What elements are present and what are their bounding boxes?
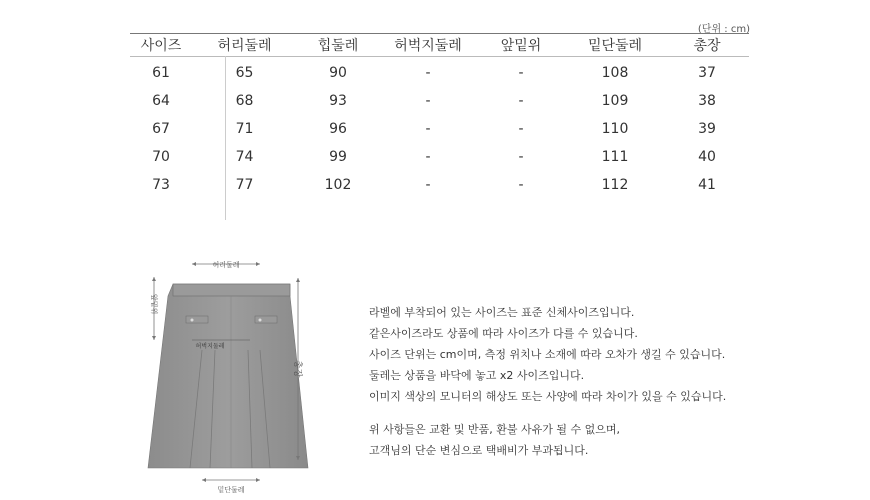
note-line: 사이즈 단위는 cm이며, 측정 위치나 소재에 따라 오차가 생길 수 있습니다. [369, 348, 726, 361]
skirt-waistband [173, 284, 290, 296]
table-cell: 61 [152, 65, 170, 81]
note-line: 둘레는 상품을 바닥에 놓고 x2 사이즈입니다. [369, 369, 585, 382]
size-notes [369, 302, 726, 461]
table-cell: 96 [329, 121, 347, 137]
waist-label: 허리둘레 [212, 261, 240, 269]
table-cell: 90 [329, 65, 347, 81]
table-cell: 38 [698, 93, 716, 109]
table-row [130, 87, 749, 115]
table-row [130, 57, 749, 88]
header-thigh: 허벅지둘레 [379, 34, 477, 57]
table-cell: - [518, 149, 524, 165]
table-cell: 71 [235, 121, 254, 137]
hem-label: 밑단둘레 [217, 486, 245, 494]
note-line: 위 사항들은 교환 및 반품, 환불 사유가 될 수 없으며, [369, 423, 620, 436]
table-cell: 73 [152, 177, 170, 193]
table-row [130, 171, 749, 199]
header-front-rise: 앞밑위 [477, 34, 565, 57]
table-header-row [130, 34, 749, 57]
table-cell: 70 [152, 149, 170, 165]
table-cell: - [518, 93, 524, 109]
table-cell: 111 [601, 149, 629, 165]
table-cell: 77 [235, 177, 254, 193]
length-label: 총장 [292, 360, 302, 378]
header-hem: 밑단둘레 [565, 34, 665, 57]
table-cell: - [425, 149, 431, 165]
header-size: 사이즈 [130, 34, 192, 57]
table-cell: - [518, 177, 524, 193]
table-cell: 93 [329, 93, 347, 109]
table-cell: - [425, 121, 431, 137]
table-cell: 99 [329, 149, 347, 165]
table-cell: 102 [324, 177, 352, 193]
table-cell: 108 [601, 65, 629, 81]
skirt-illustration [140, 250, 320, 495]
table-cell: 109 [601, 93, 629, 109]
table-cell: - [425, 65, 431, 81]
table-cell: 74 [235, 149, 254, 165]
front-rise-label: 앞밑위 [150, 294, 158, 315]
table-cell: - [518, 65, 524, 81]
table-cell: 68 [235, 93, 254, 109]
thigh-label: 허벅지둘레 [195, 343, 225, 350]
table-column-divider [225, 56, 226, 220]
table-cell: 112 [601, 177, 629, 193]
note-line: 이미지 색상의 모니터의 해상도 또는 사양에 따라 차이가 있을 수 있습니다. [369, 390, 727, 403]
left-pocket-flap [186, 316, 208, 323]
table-cell: 65 [235, 65, 254, 81]
table-cell: 39 [698, 121, 716, 137]
unit-note: (단위 : cm) [697, 24, 750, 35]
table-cell: - [425, 177, 431, 193]
table-row [130, 115, 749, 143]
table-row [130, 143, 749, 171]
table-cell: 110 [601, 121, 629, 137]
header-hip: 힙둘레 [297, 34, 379, 57]
table-cell: 41 [698, 177, 716, 193]
skirt-diagram [140, 250, 320, 495]
note-line: 라벨에 부착되어 있는 사이즈는 표준 신체사이즈입니다. [369, 306, 635, 319]
table-cell: - [518, 121, 524, 137]
table-cell: 40 [698, 149, 716, 165]
right-pocket-flap [255, 316, 277, 323]
table-cell: 64 [152, 93, 170, 109]
note-line: 고객님의 단순 변심으로 택배비가 부과됩니다. [369, 444, 589, 457]
header-length: 총장 [665, 34, 749, 57]
table-cell: 37 [698, 65, 716, 81]
header-waist: 허리둘레 [192, 34, 297, 57]
table-cell: - [425, 93, 431, 109]
size-table [130, 33, 749, 199]
note-line: 같은사이즈라도 상품에 따라 사이즈가 다를 수 있습니다. [369, 327, 638, 340]
skirt-body [148, 284, 308, 468]
table-cell: 67 [152, 121, 170, 137]
